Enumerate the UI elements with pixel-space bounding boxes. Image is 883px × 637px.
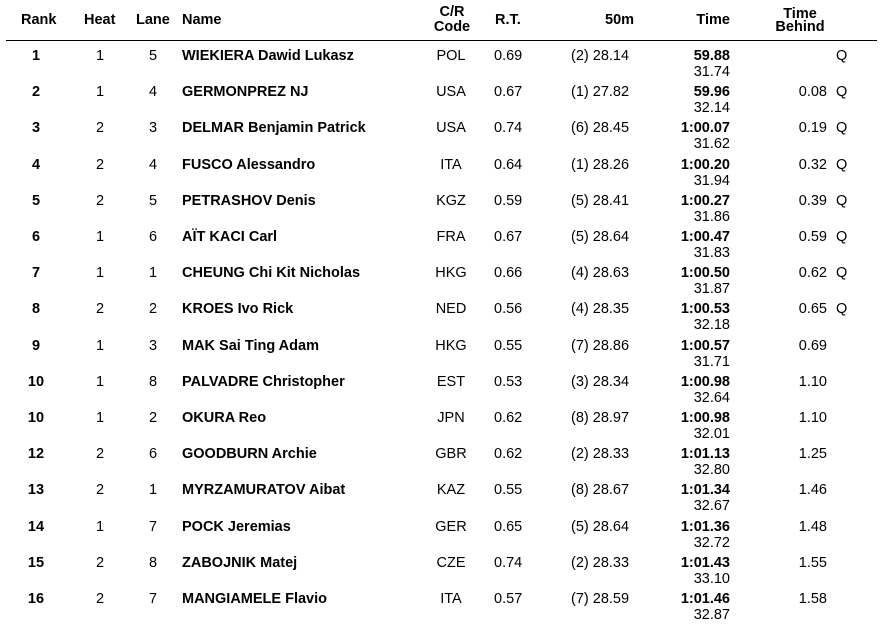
table-row bbox=[0, 402, 883, 442]
cell-split: 31.87 bbox=[693, 281, 730, 298]
cell-split: 31.62 bbox=[693, 136, 730, 153]
cell-lane: 8 bbox=[148, 373, 158, 390]
cell-heat: 2 bbox=[95, 591, 105, 607]
cell-rank: 12 bbox=[27, 446, 45, 463]
cell-time: 1:01.46 bbox=[680, 591, 730, 607]
header-code-line2: Code bbox=[433, 19, 471, 35]
cell-heat: 1 bbox=[95, 265, 105, 282]
cell-name: MAK Sai Ting Adam bbox=[182, 337, 319, 354]
cell-rank: 4 bbox=[31, 156, 41, 173]
cell-rank: 1 bbox=[31, 48, 41, 64]
cell-time: 1:01.13 bbox=[680, 446, 730, 463]
cell-q: Q bbox=[836, 48, 848, 64]
cell-name: FUSCO Alessandro bbox=[182, 156, 316, 173]
cell-lane: 8 bbox=[148, 554, 158, 571]
cell-behind: 1.10 bbox=[798, 373, 827, 390]
cell-name: POCK Jeremias bbox=[182, 518, 291, 535]
cell-lane: 3 bbox=[148, 337, 158, 354]
cell-time: 1:01.34 bbox=[680, 482, 730, 499]
cell-heat: 2 bbox=[95, 156, 105, 173]
cell-time: 1:00.20 bbox=[680, 156, 730, 173]
header-behind-line2: Behind bbox=[775, 19, 825, 35]
table-row bbox=[0, 293, 883, 334]
cell-q: Q bbox=[836, 229, 848, 245]
cell-split: 31.83 bbox=[693, 245, 730, 261]
cell-time: 1:00.98 bbox=[680, 373, 730, 390]
cell-rt: 0.69 bbox=[494, 48, 523, 64]
cell-q: Q bbox=[836, 120, 848, 137]
cell-heat: 2 bbox=[95, 192, 105, 209]
header-code-line1: C/R bbox=[439, 4, 465, 20]
cell-rt: 0.74 bbox=[494, 120, 523, 137]
cell-lane: 7 bbox=[148, 591, 158, 607]
table-row bbox=[0, 511, 883, 551]
cell-rank: 3 bbox=[31, 120, 41, 137]
cell-code: GBR bbox=[435, 446, 467, 463]
cell-code: POL bbox=[436, 48, 466, 64]
cell-code: FRA bbox=[436, 229, 466, 245]
header-heat: Heat bbox=[84, 12, 116, 28]
cell-behind: 1.46 bbox=[798, 482, 827, 499]
cell-rank: 10 bbox=[27, 410, 45, 426]
cell-lane: 1 bbox=[148, 265, 158, 282]
cell-time: 59.96 bbox=[693, 84, 730, 101]
cell-rt: 0.56 bbox=[494, 301, 523, 318]
cell-fifty: (2) 28.14 bbox=[571, 48, 630, 64]
cell-code: HKG bbox=[435, 337, 467, 354]
cell-lane: 6 bbox=[148, 446, 158, 463]
cell-name: KROES Ivo Rick bbox=[182, 301, 294, 318]
cell-lane: 3 bbox=[148, 120, 158, 137]
cell-heat: 1 bbox=[95, 337, 105, 354]
cell-fifty: (8) 28.67 bbox=[571, 482, 630, 499]
table-row bbox=[0, 40, 883, 80]
cell-rt: 0.53 bbox=[494, 373, 523, 390]
cell-name: GERMONPREZ NJ bbox=[182, 84, 309, 101]
cell-fifty: (5) 28.41 bbox=[571, 192, 630, 209]
cell-rank: 14 bbox=[27, 518, 45, 535]
cell-rt: 0.55 bbox=[494, 337, 523, 354]
cell-behind: 0.19 bbox=[798, 120, 827, 137]
cell-fifty: (6) 28.45 bbox=[571, 120, 630, 137]
cell-name: OKURA Reo bbox=[182, 410, 267, 426]
cell-heat: 2 bbox=[95, 482, 105, 499]
table-row bbox=[0, 185, 883, 225]
cell-rt: 0.66 bbox=[494, 265, 523, 282]
table-row bbox=[0, 330, 883, 370]
header-time: Time bbox=[696, 12, 730, 28]
cell-rank: 16 bbox=[27, 591, 45, 607]
cell-time: 1:00.50 bbox=[680, 265, 730, 282]
cell-behind: 1.48 bbox=[798, 518, 827, 535]
cell-rank: 7 bbox=[31, 265, 41, 282]
cell-code: EST bbox=[436, 373, 466, 390]
cell-code: KGZ bbox=[436, 192, 466, 209]
header-behind-line1: Time bbox=[783, 6, 817, 22]
cell-fifty: (7) 28.59 bbox=[571, 591, 630, 607]
cell-time: 1:00.53 bbox=[680, 301, 730, 318]
table-row bbox=[0, 257, 883, 298]
cell-split: 32.64 bbox=[693, 389, 730, 406]
cell-split: 32.87 bbox=[693, 607, 730, 623]
cell-fifty: (5) 28.64 bbox=[571, 518, 630, 535]
cell-time: 1:01.36 bbox=[680, 518, 730, 535]
cell-name: MYRZAMURATOV Aibat bbox=[182, 482, 346, 499]
cell-code: USA bbox=[436, 120, 466, 137]
header-reaction-time: R.T. bbox=[495, 12, 521, 28]
cell-lane: 6 bbox=[148, 229, 158, 245]
table-row bbox=[0, 112, 883, 153]
cell-rank: 6 bbox=[31, 229, 41, 245]
cell-heat: 1 bbox=[95, 84, 105, 101]
cell-name: ZABOJNIK Matej bbox=[182, 554, 298, 571]
cell-rt: 0.62 bbox=[494, 410, 523, 426]
header-rank: Rank bbox=[21, 12, 57, 28]
cell-behind: 0.62 bbox=[798, 265, 827, 282]
cell-code: CZE bbox=[436, 554, 466, 571]
cell-rt: 0.67 bbox=[494, 84, 523, 101]
cell-rt: 0.62 bbox=[494, 446, 523, 463]
cell-name: DELMAR Benjamin Patrick bbox=[182, 120, 366, 137]
cell-split: 31.86 bbox=[693, 208, 730, 225]
cell-rank: 2 bbox=[31, 84, 41, 101]
header-name: Name bbox=[182, 12, 222, 28]
cell-fifty: (4) 28.35 bbox=[571, 301, 630, 318]
cell-q: Q bbox=[836, 265, 848, 282]
cell-name: CHEUNG Chi Kit Nicholas bbox=[182, 265, 361, 282]
cell-q: Q bbox=[836, 301, 848, 318]
cell-lane: 5 bbox=[148, 48, 158, 64]
cell-behind: 0.59 bbox=[798, 229, 827, 245]
cell-rt: 0.65 bbox=[494, 518, 523, 535]
cell-rank: 9 bbox=[31, 337, 41, 354]
cell-behind: 0.32 bbox=[798, 156, 827, 173]
cell-fifty: (7) 28.86 bbox=[571, 337, 630, 354]
cell-fifty: (2) 28.33 bbox=[571, 446, 630, 463]
cell-code: JPN bbox=[437, 410, 465, 426]
cell-heat: 1 bbox=[95, 373, 105, 390]
table-row bbox=[0, 438, 883, 479]
cell-time: 1:00.57 bbox=[680, 337, 730, 354]
cell-lane: 1 bbox=[148, 482, 158, 499]
cell-rt: 0.74 bbox=[494, 554, 523, 571]
cell-heat: 1 bbox=[95, 229, 105, 245]
cell-split: 31.94 bbox=[693, 172, 730, 189]
cell-behind: 0.65 bbox=[798, 301, 827, 318]
cell-rt: 0.64 bbox=[494, 156, 523, 173]
cell-time: 1:00.98 bbox=[680, 410, 730, 426]
cell-heat: 1 bbox=[95, 410, 105, 426]
cell-q: Q bbox=[836, 84, 848, 101]
header-50m: 50m bbox=[605, 12, 635, 28]
cell-time: 1:01.43 bbox=[680, 554, 730, 571]
cell-behind: 0.39 bbox=[798, 192, 827, 209]
cell-rank: 5 bbox=[31, 192, 41, 209]
cell-lane: 4 bbox=[148, 156, 158, 173]
cell-fifty: (1) 28.26 bbox=[571, 156, 630, 173]
cell-name: PETRASHOV Denis bbox=[182, 192, 316, 209]
cell-q: Q bbox=[836, 156, 848, 173]
cell-heat: 2 bbox=[95, 120, 105, 137]
cell-behind: 0.69 bbox=[798, 337, 827, 354]
cell-code: ITA bbox=[440, 156, 462, 173]
table-row bbox=[0, 366, 883, 406]
cell-q: Q bbox=[836, 192, 848, 209]
cell-heat: 2 bbox=[95, 446, 105, 463]
table-row bbox=[0, 221, 883, 261]
cell-name: MANGIAMELE Flavio bbox=[182, 591, 328, 607]
cell-heat: 2 bbox=[95, 554, 105, 571]
cell-rank: 8 bbox=[31, 301, 41, 318]
cell-fifty: (2) 28.33 bbox=[571, 554, 630, 571]
cell-fifty: (8) 28.97 bbox=[571, 410, 630, 426]
cell-code: ITA bbox=[440, 591, 462, 607]
cell-split: 31.71 bbox=[693, 353, 730, 370]
cell-split: 32.67 bbox=[693, 498, 730, 515]
table-row bbox=[0, 76, 883, 117]
cell-code: NED bbox=[435, 301, 467, 318]
cell-lane: 7 bbox=[148, 518, 158, 535]
cell-behind: 1.55 bbox=[798, 554, 827, 571]
cell-name: AÏT KACI Carl bbox=[182, 229, 278, 245]
table-row bbox=[0, 474, 883, 515]
cell-name: GOODBURN Archie bbox=[182, 446, 317, 463]
cell-behind: 1.25 bbox=[798, 446, 827, 463]
cell-split: 32.01 bbox=[693, 426, 730, 442]
cell-fifty: (5) 28.64 bbox=[571, 229, 630, 245]
cell-rt: 0.55 bbox=[494, 482, 523, 499]
cell-name: PALVADRE Christopher bbox=[182, 373, 345, 390]
header-lane: Lane bbox=[136, 12, 170, 28]
cell-rank: 10 bbox=[27, 373, 45, 390]
cell-rank: 15 bbox=[27, 554, 45, 571]
cell-heat: 1 bbox=[95, 48, 105, 64]
cell-fifty: (1) 27.82 bbox=[571, 84, 630, 101]
table-row bbox=[0, 547, 883, 587]
cell-heat: 1 bbox=[95, 518, 105, 535]
cell-split: 32.80 bbox=[693, 462, 730, 479]
table-row bbox=[0, 583, 883, 623]
cell-name: WIEKIERA Dawid Lukasz bbox=[182, 48, 354, 64]
cell-code: HKG bbox=[435, 265, 467, 282]
cell-time: 1:00.07 bbox=[680, 120, 730, 137]
cell-code: KAZ bbox=[436, 482, 466, 499]
cell-heat: 2 bbox=[95, 301, 105, 318]
cell-rt: 0.57 bbox=[494, 591, 523, 607]
cell-lane: 2 bbox=[148, 410, 158, 426]
cell-lane: 4 bbox=[148, 84, 158, 101]
table-row bbox=[0, 149, 883, 189]
results-header bbox=[0, 0, 883, 40]
cell-code: GER bbox=[435, 518, 467, 535]
cell-split: 31.74 bbox=[693, 64, 730, 80]
cell-rt: 0.67 bbox=[494, 229, 523, 245]
cell-fifty: (3) 28.34 bbox=[571, 373, 630, 390]
cell-split: 32.14 bbox=[693, 100, 730, 117]
cell-fifty: (4) 28.63 bbox=[571, 265, 630, 282]
cell-behind: 1.58 bbox=[798, 591, 827, 607]
cell-rt: 0.59 bbox=[494, 192, 523, 209]
cell-split: 33.10 bbox=[693, 570, 730, 587]
cell-split: 32.72 bbox=[693, 534, 730, 551]
cell-behind: 1.10 bbox=[798, 410, 827, 426]
cell-code: USA bbox=[436, 84, 466, 101]
cell-behind: 0.08 bbox=[798, 84, 827, 101]
cell-time: 59.88 bbox=[693, 48, 730, 64]
cell-lane: 2 bbox=[148, 301, 158, 318]
cell-time: 1:00.27 bbox=[680, 192, 730, 209]
cell-lane: 5 bbox=[148, 192, 158, 209]
cell-time: 1:00.47 bbox=[680, 229, 730, 245]
cell-rank: 13 bbox=[27, 482, 45, 499]
cell-split: 32.18 bbox=[693, 317, 730, 334]
